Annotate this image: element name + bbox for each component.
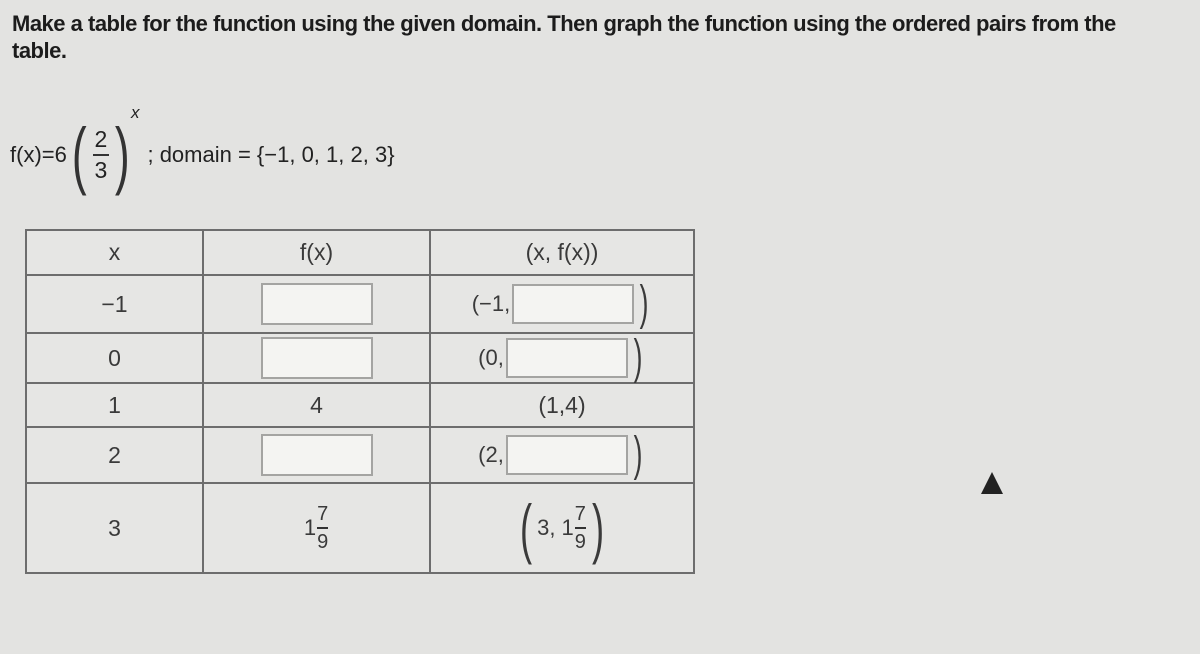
table-row <box>26 427 694 483</box>
cell-x: 3 <box>26 483 203 573</box>
header-pair: (x, f(x)) <box>430 230 694 275</box>
header-x: x <box>26 230 203 275</box>
cell-x: 0 <box>26 333 203 383</box>
table-row <box>26 275 694 333</box>
cell-fx <box>203 333 430 383</box>
fx-whole: 1 <box>303 515 317 540</box>
pair-fraction <box>575 504 586 552</box>
cell-pair: (1,4) <box>430 383 694 427</box>
header-fx: f(x) <box>203 230 430 275</box>
base-fraction <box>93 128 110 182</box>
pair-prefix: (2, <box>478 442 504 467</box>
instructions-text: Make a table for the function using the given domain. Then graph the function using the ordered pairs from the table. <box>12 11 1116 63</box>
cell-x: 1 <box>26 383 203 427</box>
fx-numerator: 7 <box>317 503 329 525</box>
function-table <box>25 229 695 574</box>
fx-answer-input[interactable] <box>261 337 373 379</box>
pair-denominator: 9 <box>574 531 586 553</box>
cell-pair: ( 3, 1 $\frac{7}{9}$ ) <box>430 483 694 573</box>
cell-pair: (2, ) <box>430 427 694 483</box>
function-lhs: f(x)=6 <box>10 142 67 167</box>
base-denominator: 3 <box>94 157 108 183</box>
domain-text: ; domain = {−1, 0, 1, 2, 3} <box>147 142 395 167</box>
mouse-cursor-icon <box>981 472 1003 494</box>
pair-prefix: (0, <box>478 345 504 370</box>
table-header-row <box>26 230 694 275</box>
pair-answer-input[interactable] <box>506 338 628 378</box>
table-row <box>26 333 694 383</box>
table-row <box>26 383 694 427</box>
exponent: x <box>130 103 140 122</box>
pair-prefix: 3, 1 <box>537 515 574 540</box>
fx-answer-input[interactable] <box>261 434 373 476</box>
base-numerator: 2 <box>94 126 108 152</box>
pair-numerator: 7 <box>574 503 586 525</box>
pair-prefix: (−1, <box>471 291 511 316</box>
pair-answer-input[interactable] <box>512 284 634 324</box>
fx-answer-input[interactable] <box>261 283 373 325</box>
function-definition <box>10 103 395 200</box>
cell-pair: (−1, ) <box>430 275 694 333</box>
close-paren: ) <box>115 113 131 196</box>
cell-fx <box>203 275 430 333</box>
cell-x: −1 <box>26 275 203 333</box>
open-paren: ( <box>71 113 87 196</box>
table-row <box>26 483 694 573</box>
cell-x: 2 <box>26 427 203 483</box>
fx-fraction <box>317 504 328 552</box>
fx-denominator: 9 <box>317 531 329 553</box>
pair-answer-input[interactable] <box>506 435 628 475</box>
cell-fx <box>203 427 430 483</box>
cell-pair: (0, ) <box>430 333 694 383</box>
cell-fx <box>203 483 430 573</box>
cell-fx: 4 <box>203 383 430 427</box>
